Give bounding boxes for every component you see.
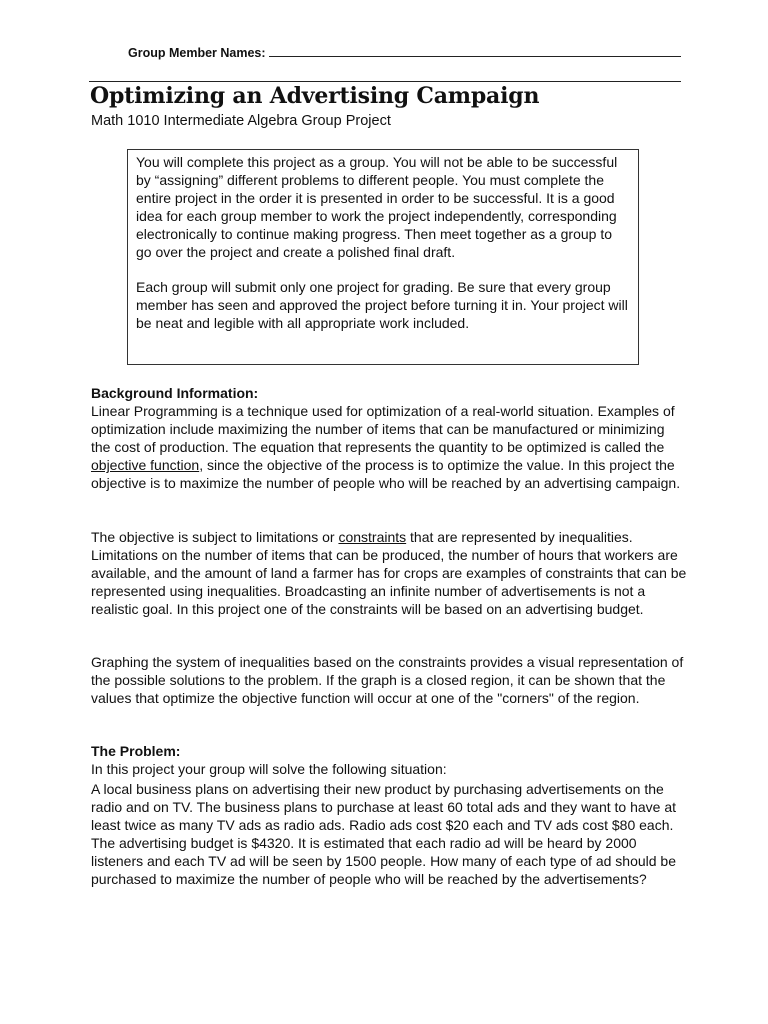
background-section <box>91 384 687 492</box>
background-paragraph-1 <box>91 402 687 492</box>
graphing-section <box>91 653 687 707</box>
problem-section <box>91 742 687 888</box>
objective-function-term: objective function <box>91 457 200 473</box>
problem-heading: The Problem: <box>91 743 181 759</box>
constraints-section <box>91 528 687 618</box>
background-p2-start: The objective is subject to limitations or <box>91 529 339 545</box>
document-title: Optimizing an Advertising Campaign <box>90 83 540 109</box>
document-subtitle: Math 1010 Intermediate Algebra Group Project <box>91 113 391 129</box>
background-paragraph-2 <box>91 528 687 618</box>
background-heading: Background Information: <box>91 385 259 401</box>
constraints-term: constraints <box>338 529 407 545</box>
instructions-paragraph-1: You will complete this project as a group. You will not be able to be successful by “assigning” different problems to different people. You must complete the entire project in the order it is presented in order to be successful. It is a good idea for each group member to work the project independently, corresponding electronically to continue making progress. Then meet together as a group to go over the project and create a polished final draft. <box>136 154 618 260</box>
problem-statement: A local business plans on advertising their new product by purchasing advertisements on the radio and on TV. The business plans to purchase at least 60 total ads and they want to have at least twice as many TV ads as radio ads. Radio ads cost $20 each and TV ads cost $80 each. The advertising budget is $4320. It is estimated that each radio ad will be heard by 2000 listeners and each TV ad will be seen by 1500 people. How many of each type of ad should be purchased to maximize the number of people who will be reached by the advertisements? <box>91 781 677 887</box>
instructions-paragraph-2: Each group will submit only one project for grading. Be sure that every group member has seen and approved the project before turning it in. Your project will be neat and legible with all appropriate work included. <box>136 279 628 331</box>
group-member-names-blank <box>269 44 681 57</box>
background-p1-start: Linear Programming is a technique used for optimization of a real-world situation. Examples of optimization include maximizing the number of items that can be manufactured or minimizing the cost of production. The equation that represents the quantity to be optimized is called the <box>91 403 675 455</box>
problem-intro: In this project your group will solve the following situation: <box>91 761 447 777</box>
instructions-box <box>127 149 639 365</box>
background-p2-end: that are represented by inequalities. Limitations on the number of items that can be produced, the number of hours that workers are available, and the amount of land a farmer has for crops are examples of constraints that can be represented using inequalities. Broadcasting an infinite number of advertisements is not a realistic goal. In this project one of the constraints will be based on an advertising budget. <box>91 529 687 617</box>
group-member-names-label: Group Member Names: <box>128 46 266 60</box>
background-p1-end: , since the objective of the process is to optimize the value. In this project the objective is to maximize the number of people who will be reached by an advertising campaign. <box>91 457 681 491</box>
group-member-names-line <box>128 44 688 60</box>
title-rule <box>89 81 681 82</box>
background-paragraph-3: Graphing the system of inequalities based on the constraints provides a visual representation of the possible solutions to the problem. If the graph is a closed region, it can be shown that the values that optimize the objective function will occur at one of the "corners" of the region. <box>91 654 684 706</box>
